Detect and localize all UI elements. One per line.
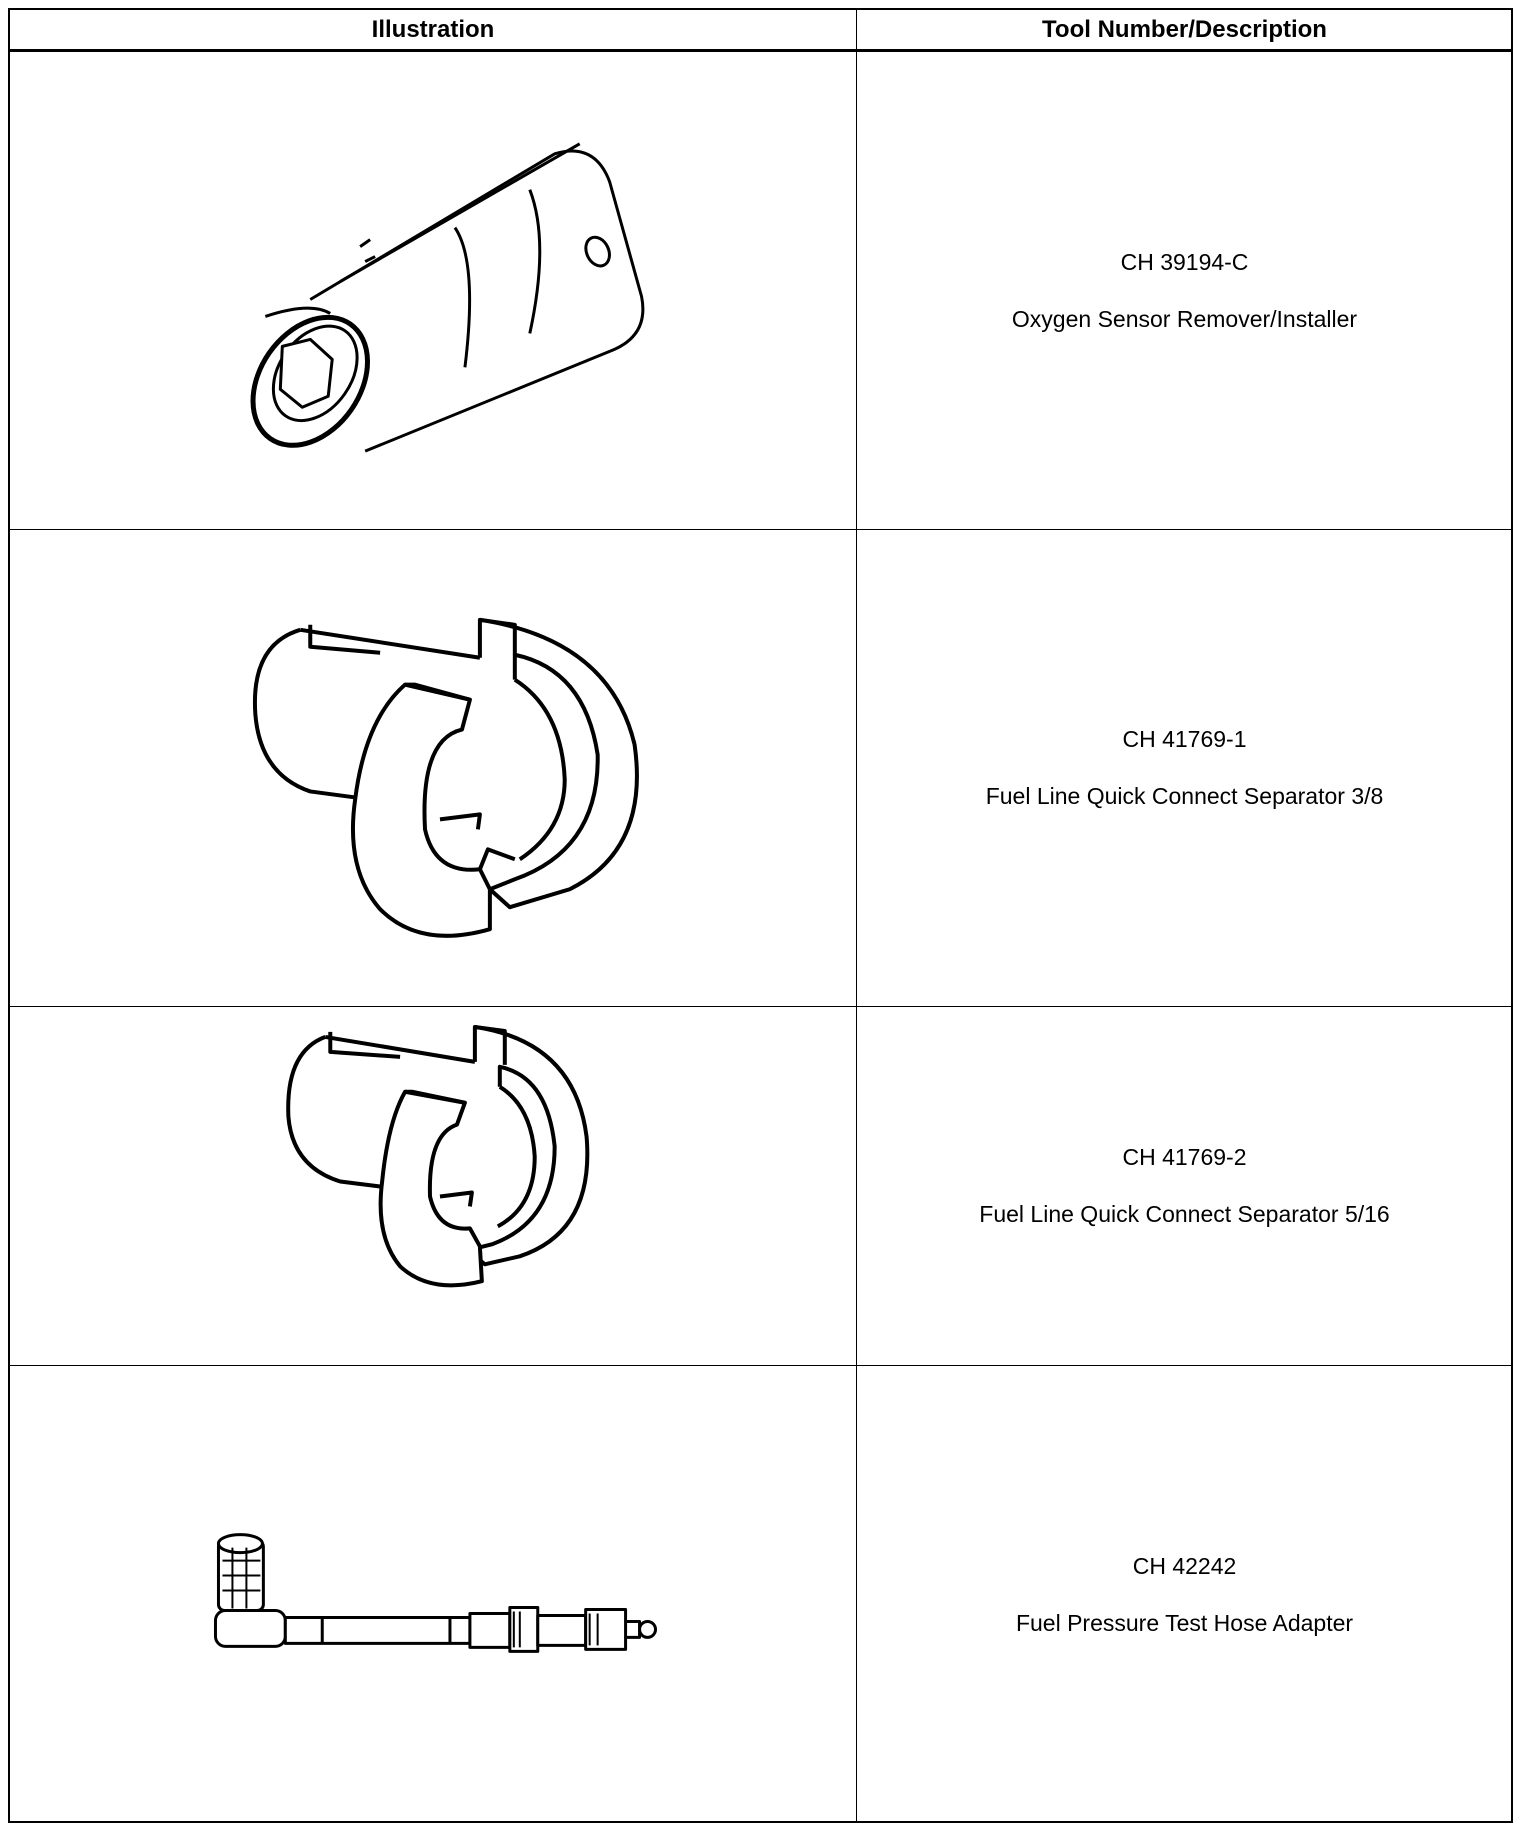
table-row	[10, 529, 1511, 1006]
description-cell	[858, 52, 1511, 529]
header-illustration: Illustration	[371, 15, 495, 43]
table-header	[10, 10, 1511, 51]
illustration-cell	[10, 1007, 856, 1365]
tool-number: CH 41769-1	[1122, 726, 1247, 752]
hose-adapter-icon	[10, 1366, 856, 1823]
table-row	[10, 51, 1511, 529]
oxygen-sensor-socket-icon	[10, 52, 856, 529]
description-cell	[858, 530, 1511, 1006]
tool-number: CH 41769-2	[1122, 1144, 1247, 1170]
table-row	[10, 1365, 1511, 1823]
tool-number: CH 42242	[1132, 1552, 1237, 1579]
illustration-cell	[10, 530, 856, 1006]
quick-connect-separator-icon	[10, 530, 856, 1006]
quick-connect-separator-icon	[10, 1007, 856, 1365]
tool-description: Fuel Line Quick Connect Separator 3/8	[985, 783, 1384, 809]
table-row	[10, 1006, 1511, 1365]
header-tool-number-description: Tool Number/Description	[1042, 15, 1327, 43]
tool-description: Fuel Line Quick Connect Separator 5/16	[979, 1201, 1390, 1227]
description-cell	[858, 1366, 1511, 1823]
tool-number: CH 39194-C	[1120, 248, 1249, 275]
tool-description: Fuel Pressure Test Hose Adapter	[1015, 1609, 1354, 1636]
tool-description: Oxygen Sensor Remover/Installer	[1011, 305, 1358, 332]
illustration-cell	[10, 1366, 856, 1823]
tool-table	[8, 8, 1513, 1823]
illustration-cell	[10, 52, 856, 529]
description-cell	[858, 1007, 1511, 1365]
